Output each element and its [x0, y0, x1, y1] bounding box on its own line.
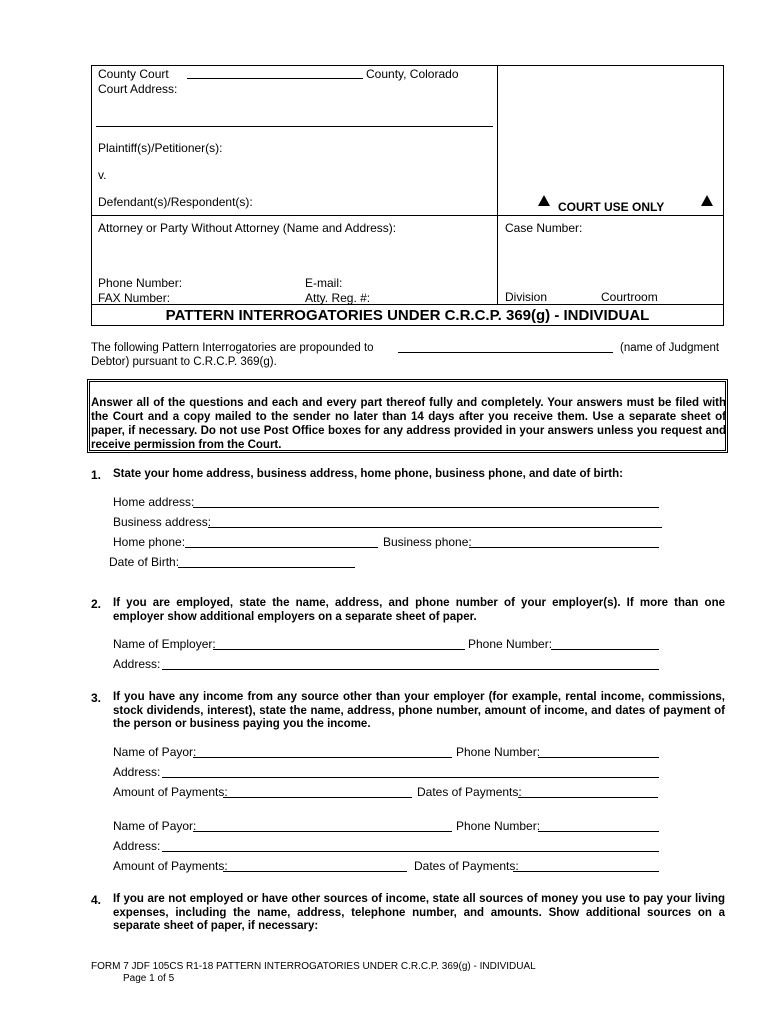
- home-phone-field[interactable]: [185, 547, 378, 548]
- employer-name-label: Name of Employer:: [113, 637, 216, 651]
- business-phone-label: Business phone:: [383, 535, 472, 549]
- county-colorado-label: County, Colorado: [366, 67, 459, 81]
- triangle-up-icon: [538, 195, 550, 206]
- employer-address-field[interactable]: [162, 669, 659, 670]
- payor1-address-label: Address:: [113, 765, 161, 779]
- notice-text: Answer all of the questions and each and every part thereof fully and completely. Your answers must be filed with the Court and a copy mailed to the sender no later than 14 days after you receive them. Use a separate sheet of paper, if necessary. Do not use Post Office boxes for any address provided in your answers unless you request and receive permission from the Court.: [91, 397, 726, 451]
- atty-reg-label: Atty. Reg. #:: [305, 291, 371, 305]
- division-label: Division: [505, 290, 548, 304]
- county-name-field[interactable]: [187, 78, 363, 79]
- date-of-birth-field[interactable]: [178, 567, 355, 568]
- payor2-address-label: Address:: [113, 839, 161, 853]
- payor1-dates-field[interactable]: [518, 797, 658, 798]
- q3-text: If you have any income from any source other than your employer (for example, rental income, commissions, stock dividends, interest), state the name, address, phone number, amount of income, and dates of payment of the person or business paying you the income.: [113, 691, 725, 730]
- caption-box: [91, 65, 724, 305]
- attorney-label: Attorney or Party Without Attorney (Name and Address):: [98, 221, 397, 235]
- court-address-label: Court Address:: [98, 82, 178, 96]
- caption-hline-caseno: [497, 215, 724, 216]
- employer-address-label: Address:: [113, 657, 161, 671]
- caption-divider: [497, 65, 498, 305]
- payor1-address-field[interactable]: [162, 777, 659, 778]
- payor2-name-label: Name of Payor:: [113, 819, 197, 833]
- defendant-label: Defendant(s)/Respondent(s):: [98, 195, 253, 209]
- q2-number: 2.: [91, 597, 102, 611]
- fax-number-label: FAX Number:: [98, 291, 171, 305]
- footer-page-number: Page 1 of 5: [123, 973, 175, 984]
- q4-number: 4.: [91, 893, 102, 907]
- payor2-name-field[interactable]: [193, 831, 452, 832]
- payor1-phone-field[interactable]: [538, 757, 659, 758]
- q4-text: If you are not employed or have other sources of income, state all sources of money you use to pay your living expenses, including the name, address, telephone number, and amounts. Show additional sources on a separate sheet of paper, if necessary:: [113, 893, 725, 932]
- payor2-dates-field[interactable]: [513, 871, 659, 872]
- case-number-label: Case Number:: [505, 221, 583, 235]
- q1-text: State your home address, business address, home phone, business phone, and date of birth:: [113, 468, 623, 480]
- payor1-name-label: Name of Payor:: [113, 745, 197, 759]
- q2-text: If you are employed, state the name, address, and phone number of your employer(s). If more than one employer show additional employers on a separate sheet of paper.: [113, 597, 725, 623]
- page-title: PATTERN INTERROGATORIES UNDER C.R.C.P. 369(g) - INDIVIDUAL: [165, 307, 650, 324]
- versus-label: v.: [98, 168, 107, 182]
- payor1-dates-label: Dates of Payments:: [417, 785, 522, 799]
- business-address-field[interactable]: [208, 527, 662, 528]
- judgment-debtor-name-field[interactable]: [398, 352, 613, 353]
- court-use-only-label: COURT USE ONLY: [558, 200, 665, 214]
- q3-number: 3.: [91, 691, 102, 705]
- date-of-birth-label: Date of Birth:: [109, 555, 180, 569]
- intro-text-1: The following Pattern Interrogatories are propounded to: [91, 342, 374, 354]
- payor2-amount-label: Amount of Payments:: [113, 859, 228, 873]
- payor2-phone-field[interactable]: [538, 831, 659, 832]
- county-court-label: County Court: [98, 67, 169, 81]
- payor1-amount-field[interactable]: [223, 797, 412, 798]
- employer-phone-label: Phone Number:: [468, 637, 553, 651]
- intro-text-2: (name of Judgment: [620, 342, 720, 354]
- courtroom-label: Courtroom: [601, 290, 658, 304]
- footer-form-id: FORM 7 JDF 105CS R1-18 PATTERN INTERROGATORIES UNDER C.R.C.P. 369(g) - INDIVIDUAL: [91, 961, 536, 972]
- payor2-dates-label: Dates of Payments:: [414, 859, 519, 873]
- court-address-field[interactable]: [96, 126, 493, 127]
- intro-text-3: Debtor) pursuant to C.R.C.P. 369(g).: [91, 356, 277, 368]
- triangle-up-icon: [701, 195, 713, 206]
- home-phone-label: Home phone:: [113, 535, 186, 549]
- business-address-label: Business address:: [113, 515, 212, 529]
- payor1-phone-label: Phone Number:: [456, 745, 541, 759]
- plaintiff-label: Plaintiff(s)/Petitioner(s):: [98, 141, 223, 155]
- q1-number: 1.: [91, 468, 102, 482]
- email-label: E-mail:: [305, 276, 343, 290]
- home-address-field[interactable]: [193, 507, 659, 508]
- payor2-amount-field[interactable]: [223, 871, 407, 872]
- payor1-amount-label: Amount of Payments:: [113, 785, 228, 799]
- employer-phone-field[interactable]: [551, 649, 659, 650]
- employer-name-field[interactable]: [213, 649, 465, 650]
- payor2-address-field[interactable]: [162, 851, 659, 852]
- phone-number-label: Phone Number:: [98, 276, 183, 290]
- home-address-label: Home address:: [113, 495, 195, 509]
- business-phone-field[interactable]: [469, 547, 659, 548]
- payor2-phone-label: Phone Number:: [456, 819, 541, 833]
- payor1-name-field[interactable]: [193, 757, 452, 758]
